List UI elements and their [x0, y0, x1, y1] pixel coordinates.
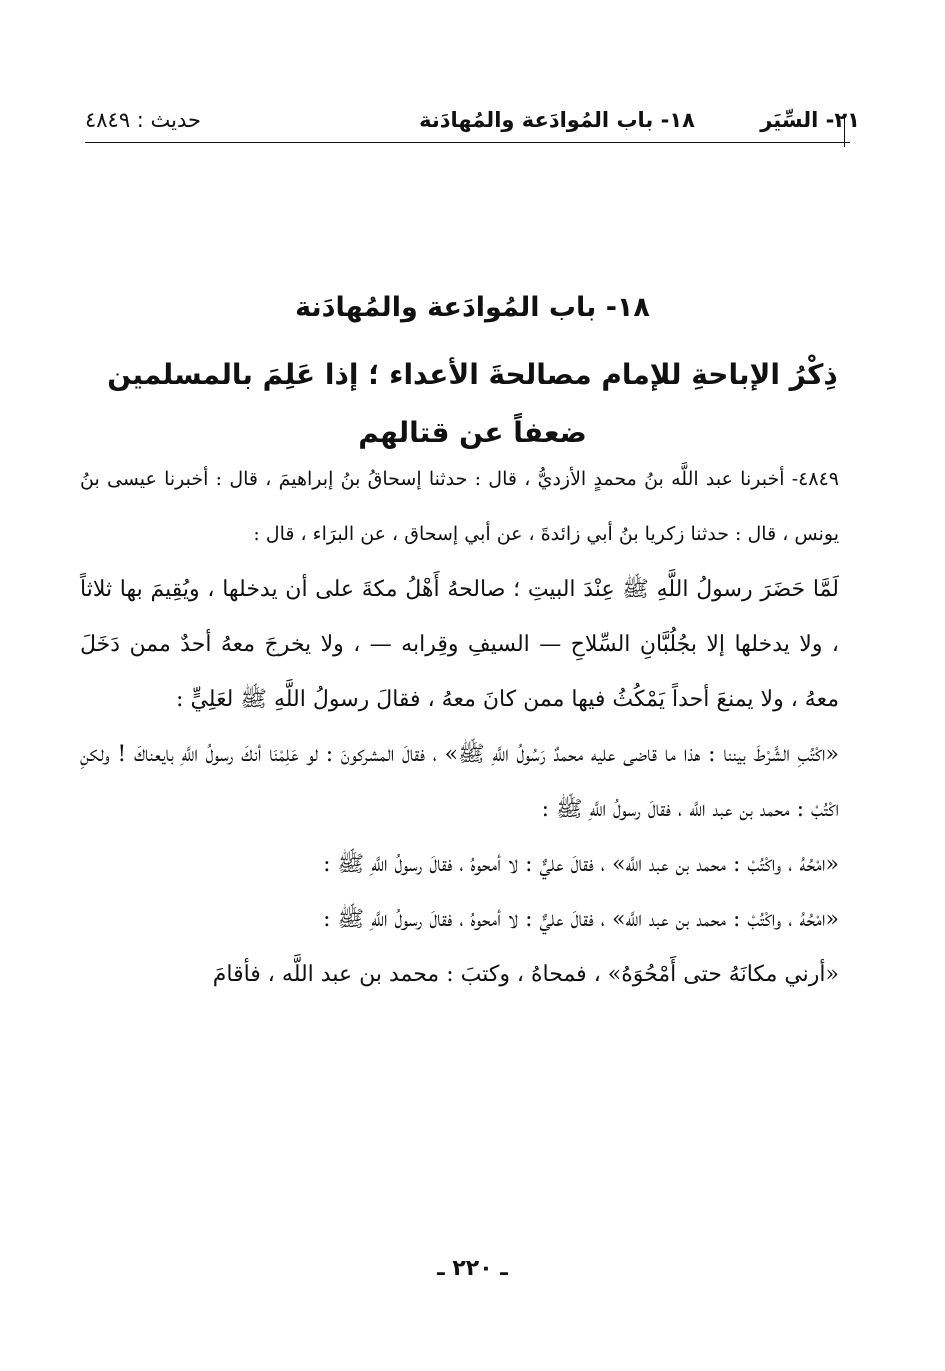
hadith-isnad: ٤٨٤٩- أخبرنا عبد اللَّه بنُ محمدٍ الأزديُّ ، قال : حدثنا إسحاقُ بنُ إبراهيمَ ، قال : أخبرنا عيسى بنُ يونس ، قال : حدثنا زكريا بنُ أبي زائدةَ ، عن أبي إسحاق ، عن البرَاء ، قال :: [80, 468, 839, 545]
running-header: [85, 108, 860, 138]
chapter-title: ١٨- باب المُوادَعة والمُهادَنة: [295, 292, 650, 323]
header-divider: [85, 142, 850, 143]
hadith-text: [80, 452, 839, 1002]
hadith-paragraph: لَمَّا حَضَرَ رسولُ اللَّهِ ﷺ عِنْدَ البيتِ ؛ صالحهُ أَهْلُ مكةَ على أن يدخلها ، ويُقِيمَ بها ثلاثاً ، ولا يدخلها إلا بجُلُبَّانِ السِّلاحِ — السيفِ وقِرابه — ، ولا يخرجَ معهُ أحدٌ ممن دَخَلَ معهُ ، ولا يمنعَ أحداً يَمْكُثُ فيها ممن كانَ معهُ ، فقالَ رسولُ اللَّهِ ﷺ لعَلِيٍّ :: [80, 577, 839, 712]
hadith-paragraph: «اكْتُبِ الشَّرْطَ بيننا : هذا ما قاضى عليه محمدٌ رَسُولُ اللَّهِ ﷺ» ، فقالَ المشركونَ : لو عَلِمْنَا أنكَ رسولُ اللَّهِ بايعناكَ ! ولكنِ اكْتُبْ : محمد بن عبد اللَّه ، فقالَ رسولُ اللَّهِ ﷺ :: [80, 742, 839, 822]
hadith-paragraph: «امْحُهُ ، واكْتُبْ : محمد بن عبد اللَّه» ، فقالَ عليٌّ : لا أمحوهُ ، فقالَ رسولُ اللَّهِ ﷺ :: [323, 907, 839, 932]
section-heading: ذِكْرُ الإباحةِ للإمام مصالحةَ الأعداء ؛ إذا عَلِمَ بالمسلمين ضعفاً عن قتالهم: [107, 358, 838, 449]
header-book-title: ٢١- السِّيَر: [760, 108, 860, 132]
header-hadith-number: حديث : ٤٨٤٩: [85, 108, 202, 132]
header-chapter-title: ١٨- باب المُوادَعة والمُهادَنة: [419, 108, 695, 132]
hadith-paragraph: «امْحُهُ ، واكْتُبْ : محمد بن عبد اللَّه» ، فقالَ عليٌّ : لا أمحوهُ ، فقالَ رسولُ اللَّهِ ﷺ :: [323, 852, 839, 877]
hadith-paragraph: «أرني مكانَهُ حتى أَمْحُوَهُ» ، فمحاهُ ، وكتبَ : محمد بن عبد اللَّه ، فأقامَ: [212, 962, 839, 987]
page-number: ـ ٢٢٠ ـ: [437, 1256, 508, 1281]
